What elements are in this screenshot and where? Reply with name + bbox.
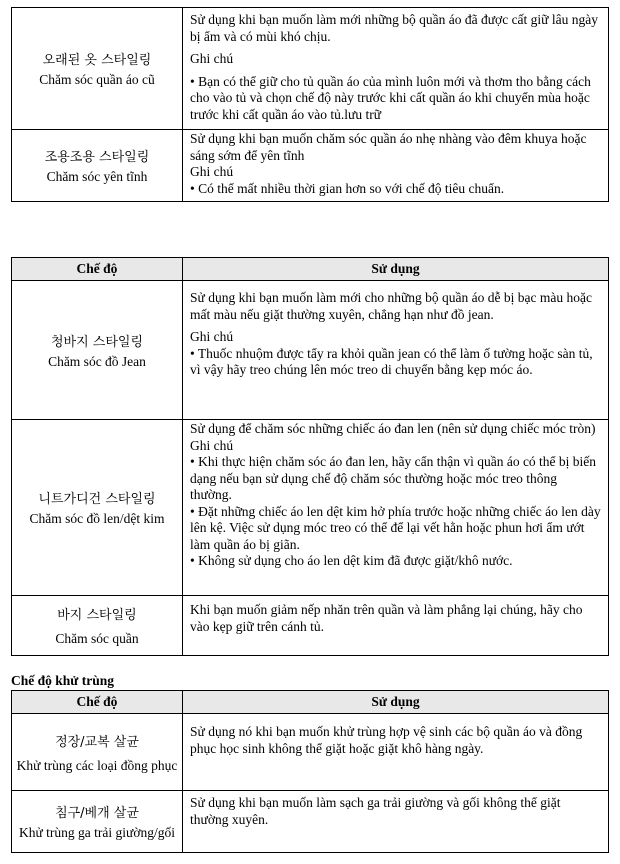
usage-text: Sử dụng để chăm sóc những chiếc áo đan len (nên sử dụng chiếc móc tròn) (190, 421, 596, 436)
header-usage: Sử dụng (183, 258, 609, 281)
usage-text: Sử dụng khi bạn muốn làm sạch ga trải giường và gối không thể giặt thường xuyên. (190, 795, 561, 827)
mode-name-vietnamese: Khử trùng ga trải giường/gối (18, 825, 175, 840)
usage-cell (183, 596, 609, 656)
mode-cell (12, 714, 183, 791)
mode-cell (12, 8, 183, 130)
usage-cell (183, 8, 609, 130)
usage-text: Khi bạn muốn giảm nếp nhăn trên quần và làm phẳng lại chúng, hãy cho vào kẹp giữ trên cánh tủ. (190, 602, 583, 634)
usage-cell (183, 281, 609, 420)
mode-cell (12, 130, 183, 202)
header-mode: Chế độ (12, 691, 183, 714)
note-bullet: • Khi thực hiện chăm sóc áo đan len, hãy cẩn thận vì quần áo có thể bị biến dạng nếu bạn sử dụng chế độ chăm sóc thường hoặc móc treo thông thường. (190, 454, 597, 502)
note-bullet: • Có thể mất nhiều thời gian hơn so với chế độ tiêu chuẩn. (190, 180, 505, 196)
table-row (12, 420, 609, 596)
mode-name-korean: 조용조용 스타일링 (44, 150, 150, 165)
note-bullet: • Thuốc nhuộm được tẩy ra khỏi quần jean có thể làm ố tường hoặc sàn tủ, vì vậy hãy treo chúng lên móc treo di chuyển bằng kẹp móc áo. (190, 345, 593, 377)
mode-name-korean: 정장/교복 살균 (55, 734, 139, 750)
note-bullet: • Bạn có thể giữ cho tủ quần áo của mình luôn mới và thơm tho bằng cách cho vào tủ và chọn chế độ này trước khi cất quần áo khi chuyển mùa hoặc trước khi cất quần áo vào tủ.lưu trữ (190, 73, 591, 122)
table-row (12, 281, 609, 420)
table-row (12, 791, 609, 853)
mode-name-vietnamese: Chăm sóc quần áo cũ (39, 72, 155, 87)
mode-name-korean: 청바지 스타일링 (50, 334, 144, 350)
table-row (12, 596, 609, 656)
usage-cell (183, 714, 609, 791)
mode-name-vietnamese: Chăm sóc quần (55, 631, 139, 646)
table-header-row (12, 691, 609, 714)
mode-name-korean: 침구/베개 살균 (55, 806, 139, 821)
mode-name-vietnamese: Chăm sóc đồ len/dệt kim (29, 511, 165, 526)
mode-cell (12, 281, 183, 420)
table-row (12, 130, 609, 202)
table-care-modes-continued (11, 7, 609, 202)
mode-cell (12, 791, 183, 853)
table-row (12, 714, 609, 791)
note-bullet: • Đặt những chiếc áo len dệt kim hở phía trước hoặc những chiếc áo len dày lên kệ. Việc sử dụng móc treo có thể để lại vết hằn hoặc phun hơi ẩm ướt làm quần áo bị giãn. (190, 503, 601, 552)
note-bullet: • Không sử dụng cho áo len dệt kim đã được giặt/khô nước. (190, 553, 513, 568)
mode-name-vietnamese: Chăm sóc đồ Jean (48, 353, 146, 369)
note-label: Ghi chú (190, 51, 234, 66)
usage-text: Sử dụng nó khi bạn muốn khử trùng hợp vệ sinh các bộ quần áo và đồng phục học sinh không thể giặt hoặc giặt khô hàng ngày. (190, 724, 583, 756)
usage-text: Sử dụng khi bạn muốn làm mới cho những bộ quần áo dễ bị bạc màu hoặc mất màu nếu giặt thường xuyên, chẳng hạn như đồ jean. (190, 290, 592, 322)
header-mode: Chế độ (12, 258, 183, 281)
usage-text: Sử dụng khi bạn muốn làm mới những bộ quần áo đã được cất giữ lâu ngày bị ẩm và có mùi khó chịu. (190, 12, 598, 44)
note-label: Ghi chú (190, 437, 234, 453)
mode-cell (12, 420, 183, 596)
mode-name-korean: 니트가디건 스타일링 (38, 492, 156, 507)
usage-cell (183, 420, 609, 596)
mode-name-vietnamese: Khử trùng các loại đồng phục (16, 757, 178, 773)
usage-text: Sử dụng khi bạn muốn chăm sóc quần áo nhẹ nhàng vào đêm khuya hoặc sáng sớm để yên tĩnh (190, 131, 587, 163)
section-title-disinfection: Chế độ khử trùng (11, 673, 115, 688)
mode-cell (12, 596, 183, 656)
mode-name-vietnamese: Chăm sóc yên tĩnh (46, 169, 148, 184)
table-care-modes (11, 257, 609, 656)
table-row (12, 8, 609, 130)
usage-cell (183, 791, 609, 853)
table-disinfection-modes (11, 690, 609, 853)
mode-name-korean: 오래된 옷 스타일링 (42, 53, 152, 68)
usage-cell (183, 130, 609, 202)
header-usage: Sử dụng (183, 691, 609, 714)
table-header-row (12, 258, 609, 281)
note-label: Ghi chú (190, 164, 234, 179)
mode-name-korean: 바지 스타일링 (57, 608, 137, 623)
note-label: Ghi chú (190, 329, 234, 344)
